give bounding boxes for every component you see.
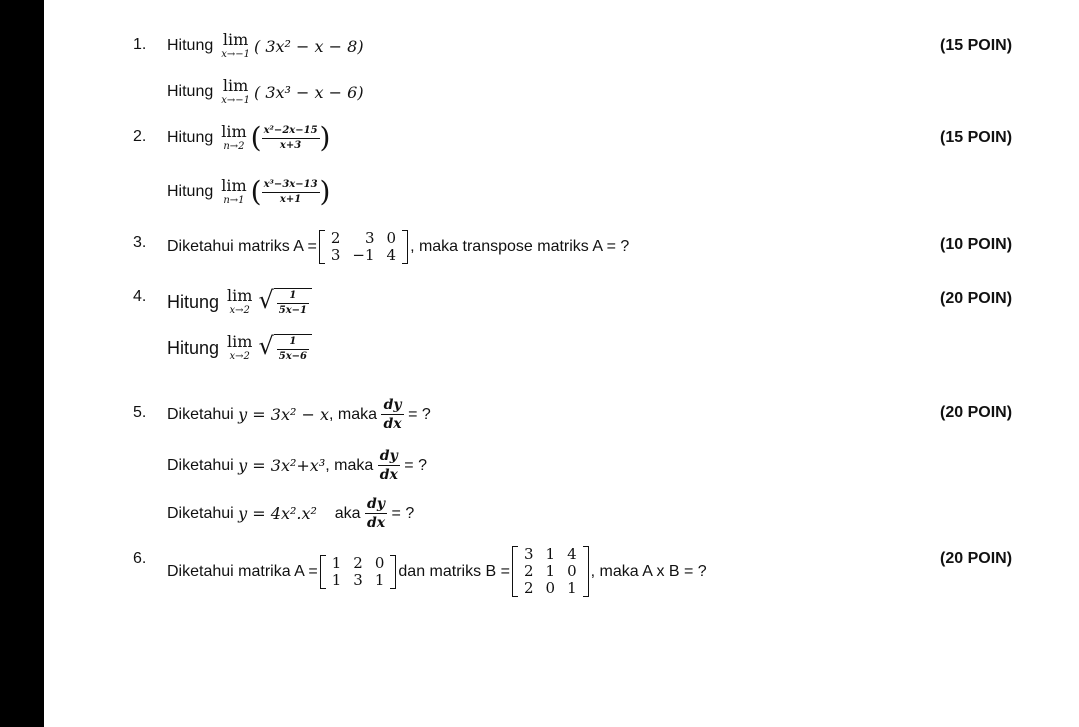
q2a-limit: lim n→2 [221,122,247,152]
q1a-limit: lim x→−1 [221,30,251,60]
q5b-expression: y = 3x²+x³ [238,456,326,475]
q5a-derivative: $\frac{dy}{dx}$ [383,397,402,432]
q6-matrix-b: 3 1 4 2 1 0 2 0 1 [512,546,589,597]
q5b-end: = ? [404,456,427,474]
q3-pre: Diketahui matriks A = [167,238,317,255]
q1b-limit: lim x→−1 [221,76,251,106]
q1-points: (15 POIN) [940,37,1013,54]
q2a-fraction: $\frac{\text{x²−2x−15}}{x+3}$ [263,124,318,151]
q5b-mid: , maka [325,456,374,474]
q4a-sqrt: √ $\frac{1}{5x-1}$ [258,288,312,316]
q5c-pre: Diketahui [167,504,234,522]
q1-line-b [167,78,364,106]
q6-line [167,546,707,597]
q3-line [167,230,629,264]
q3-number: 3. [133,234,147,251]
q2-points: (15 POIN) [940,129,1013,146]
q1b-expression: ( 3x³ − x − 6) [254,82,364,102]
q6-points: (20 POIN) [940,550,1013,567]
q5b-derivative: $\frac{dy}{dx}$ [379,448,398,483]
q4b-word: Hitung [167,337,220,358]
q5-number: 5. [133,404,147,421]
q6-matrix-a: 1 2 0 1 3 1 [320,555,397,589]
q5a-mid: , maka [329,405,378,423]
q4a-word: Hitung [167,291,220,312]
q2b-fraction: $\frac{\text{x³−3x−13}}{x+1}$ [263,178,318,205]
q2a-word: Hitung [167,129,214,146]
q5a-pre: Diketahui [167,405,234,423]
q6-post: , maka A x B = ? [590,562,707,580]
q4-line-a [167,288,312,316]
q2-line-a: Hitung lim n→2 ( $\frac{\text{x²−2x−15}}{x+3}$ ) [167,121,331,154]
q4b-sqrt: √ $\frac{1}{5x-6}$ [258,334,312,362]
q1-line-a [167,32,364,60]
q2-number: 2. [133,128,147,145]
q5a-end: = ? [408,405,431,423]
q5a-expression: y = 3x² − x [238,405,329,424]
q2-line-b: Hitung lim n→1 ( $\frac{\text{x³−3x−13}}{x+1}$ ) [167,175,331,208]
q1-number: 1. [133,36,147,53]
q4-number: 4. [133,288,147,305]
q5c-end: = ? [391,504,415,522]
q6-pre: Diketahui matrika A = [167,562,318,580]
q1a-expression: ( 3x² − x − 8) [254,36,364,56]
q4a-limit: lim x→2 [227,286,253,316]
q4-points: (20 POIN) [940,290,1013,307]
q3-matrix: 2 3 0 3 −1 4 [319,230,408,264]
q5c-mid: aka [334,504,361,522]
q6-number: 6. [133,550,147,567]
q5-points: (20 POIN) [940,404,1013,421]
left-black-bar [0,0,44,727]
q5b-pre: Diketahui [167,456,234,474]
q1b-word: Hitung [167,83,214,100]
q4b-limit: lim x→2 [227,332,253,362]
q4-line-b [167,334,312,362]
q2b-word: Hitung [167,183,214,200]
q5c-derivative: $\frac{dy}{dx}$ [366,496,386,531]
q2b-limit: lim n→1 [221,176,247,206]
q5-line-a [167,398,431,431]
q5c-expression: y = 4x².x² [238,504,317,523]
q5-line-c [167,497,414,530]
q1a-word: Hitung [167,37,214,54]
q3-points: (10 POIN) [940,236,1013,253]
q5-line-b [167,449,427,482]
q3-post: , maka transpose matriks A = ? [410,238,630,255]
q6-mid: dan matriks B = [398,562,510,580]
